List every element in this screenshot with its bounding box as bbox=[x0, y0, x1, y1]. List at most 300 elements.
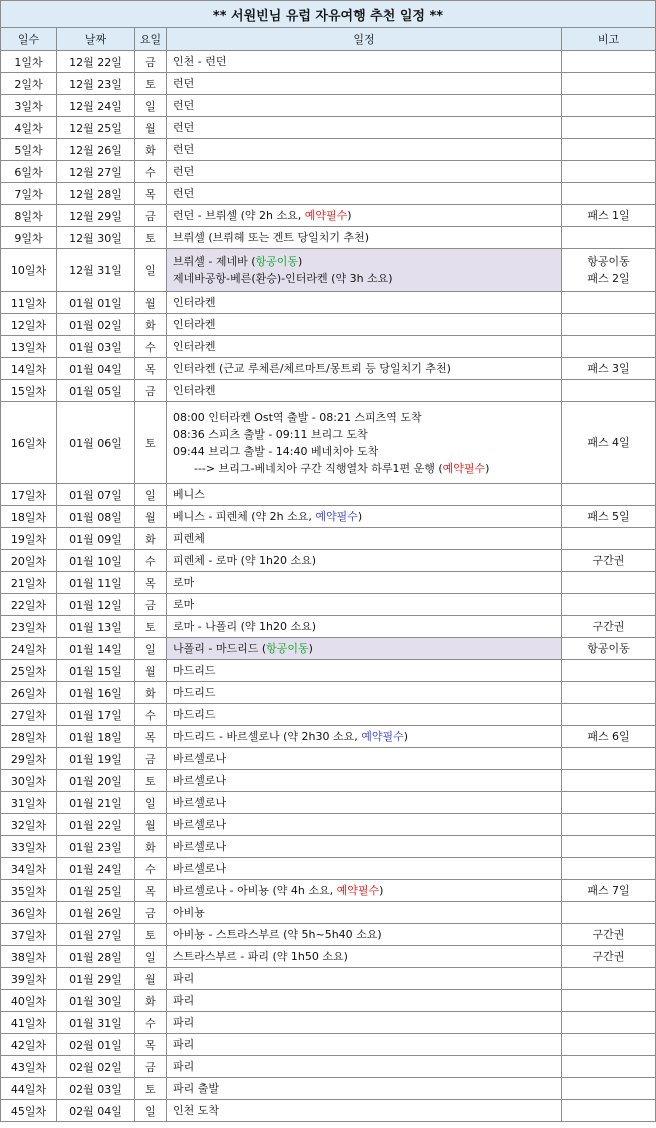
date-cell: 01월 01일 bbox=[57, 292, 135, 314]
day-cell: 39일차 bbox=[1, 968, 57, 990]
date-cell: 01월 15일 bbox=[57, 660, 135, 682]
note-cell bbox=[562, 161, 656, 183]
table-row bbox=[1, 1100, 656, 1122]
day-cell: 6일차 bbox=[1, 161, 57, 183]
note-cell bbox=[562, 638, 656, 660]
schedule-cell bbox=[167, 117, 562, 139]
weekday-cell: 일 bbox=[135, 95, 167, 117]
schedule-line bbox=[173, 860, 561, 877]
schedule-cell bbox=[167, 73, 562, 95]
note-cell bbox=[562, 528, 656, 550]
date-cell: 01월 03일 bbox=[57, 336, 135, 358]
note-cell bbox=[562, 726, 656, 748]
day-cell: 43일차 bbox=[1, 1056, 57, 1078]
date-cell: 01월 20일 bbox=[57, 770, 135, 792]
schedule-line bbox=[173, 662, 561, 679]
day-cell: 38일차 bbox=[1, 946, 57, 968]
schedule-line bbox=[173, 207, 561, 224]
note-cell bbox=[562, 95, 656, 117]
schedule-text: 파리 bbox=[173, 1016, 195, 1029]
day-cell: 33일차 bbox=[1, 836, 57, 858]
day-cell: 11일차 bbox=[1, 292, 57, 314]
day-cell: 45일차 bbox=[1, 1100, 57, 1122]
table-row bbox=[1, 1078, 656, 1100]
weekday-cell: 월 bbox=[135, 814, 167, 836]
day-cell: 3일차 bbox=[1, 95, 57, 117]
schedule-cell bbox=[167, 358, 562, 380]
schedule-text: ) bbox=[357, 510, 363, 523]
table-row bbox=[1, 249, 656, 292]
schedule-line bbox=[173, 294, 561, 311]
date-cell: 12월 25일 bbox=[57, 117, 135, 139]
date-cell: 01월 06일 bbox=[57, 402, 135, 484]
schedule-text: 인터라켄 (근교 루체른/체르마트/몽트뢰 등 당일치기 추천) bbox=[173, 362, 451, 375]
day-cell: 15일차 bbox=[1, 380, 57, 402]
schedule-text: 피렌체 bbox=[173, 532, 205, 545]
weekday-cell: 수 bbox=[135, 161, 167, 183]
table-row bbox=[1, 594, 656, 616]
date-cell: 02월 02일 bbox=[57, 1056, 135, 1078]
schedule-line bbox=[173, 75, 561, 92]
note-cell bbox=[562, 1056, 656, 1078]
schedule-text: ) bbox=[379, 884, 384, 897]
day-cell: 13일차 bbox=[1, 336, 57, 358]
table-row bbox=[1, 183, 656, 205]
table-row bbox=[1, 682, 656, 704]
table-row bbox=[1, 292, 656, 314]
table-row bbox=[1, 1056, 656, 1078]
table-row bbox=[1, 968, 656, 990]
day-cell: 28일차 bbox=[1, 726, 57, 748]
day-cell: 32일차 bbox=[1, 814, 57, 836]
header-row bbox=[1, 28, 656, 51]
table-row bbox=[1, 924, 656, 946]
day-cell: 18일차 bbox=[1, 506, 57, 528]
schedule-text: 바르셀로나 - 아비뇽 (약 4h 소요, bbox=[173, 884, 337, 897]
weekday-cell: 토 bbox=[135, 770, 167, 792]
schedule-cell bbox=[167, 1012, 562, 1034]
table-row bbox=[1, 380, 656, 402]
schedule-cell bbox=[167, 205, 562, 227]
schedule-text: 아비뇽 - 스트라스부르 (약 5h~5h40 소요) bbox=[173, 928, 382, 941]
schedule-cell bbox=[167, 402, 562, 484]
note-cell bbox=[562, 990, 656, 1012]
schedule-text: 바르셀로나 bbox=[173, 752, 227, 765]
date-cell: 01월 10일 bbox=[57, 550, 135, 572]
day-cell: 5일차 bbox=[1, 139, 57, 161]
note-line: 구간권 bbox=[592, 620, 625, 633]
table-row bbox=[1, 660, 656, 682]
day-cell: 19일차 bbox=[1, 528, 57, 550]
schedule-line bbox=[173, 794, 561, 811]
schedule-text: 브뤼셀 - 제네바 ( bbox=[173, 255, 256, 268]
schedule-text: 런던 bbox=[173, 165, 195, 178]
note-cell bbox=[562, 770, 656, 792]
schedule-line bbox=[173, 706, 561, 723]
schedule-text: 제네바공항-베른(환승)-인터라켄 (약 3h 소요) bbox=[173, 272, 393, 285]
schedule-cell bbox=[167, 990, 562, 1012]
date-cell: 01월 19일 bbox=[57, 748, 135, 770]
note-cell bbox=[562, 117, 656, 139]
schedule-text: 스트라스부르 - 파리 (약 1h50 소요) bbox=[173, 950, 348, 963]
flight-tag: 항공이동 bbox=[255, 255, 299, 268]
day-cell: 25일차 bbox=[1, 660, 57, 682]
date-cell: 01월 17일 bbox=[57, 704, 135, 726]
schedule-line bbox=[173, 574, 561, 591]
note-cell bbox=[562, 924, 656, 946]
day-cell: 26일차 bbox=[1, 682, 57, 704]
schedule-line bbox=[173, 382, 561, 399]
date-cell: 01월 08일 bbox=[57, 506, 135, 528]
schedule-text: 런던 bbox=[173, 77, 195, 90]
date-cell: 01월 31일 bbox=[57, 1012, 135, 1034]
table-row bbox=[1, 1012, 656, 1034]
note-cell bbox=[562, 1034, 656, 1056]
date-cell: 01월 04일 bbox=[57, 358, 135, 380]
note-cell bbox=[562, 227, 656, 249]
note-cell bbox=[562, 572, 656, 594]
schedule-text: 로마 bbox=[173, 576, 195, 589]
note-line: 구간권 bbox=[592, 554, 625, 567]
schedule-text: ) bbox=[347, 209, 352, 222]
note-cell bbox=[562, 594, 656, 616]
schedule-text: 바르셀로나 bbox=[173, 774, 227, 787]
schedule-cell bbox=[167, 1100, 562, 1122]
date-cell: 01월 29일 bbox=[57, 968, 135, 990]
schedule-cell bbox=[167, 946, 562, 968]
schedule-text: 런던 bbox=[173, 121, 195, 134]
date-cell: 01월 16일 bbox=[57, 682, 135, 704]
schedule-line bbox=[173, 596, 561, 613]
weekday-cell: 월 bbox=[135, 968, 167, 990]
weekday-cell: 금 bbox=[135, 594, 167, 616]
table-row bbox=[1, 572, 656, 594]
header-schedule: 일정 bbox=[167, 28, 562, 51]
schedule-cell bbox=[167, 880, 562, 902]
day-cell: 8일차 bbox=[1, 205, 57, 227]
schedule-line bbox=[173, 618, 561, 635]
note-cell bbox=[562, 402, 656, 484]
schedule-line bbox=[173, 772, 561, 789]
schedule-line bbox=[173, 1058, 561, 1075]
schedule-text: ) bbox=[485, 461, 490, 475]
header-note: 비고 bbox=[562, 28, 656, 51]
table-row bbox=[1, 814, 656, 836]
weekday-cell: 일 bbox=[135, 484, 167, 506]
weekday-cell: 금 bbox=[135, 51, 167, 73]
schedule-cell bbox=[167, 161, 562, 183]
weekday-cell: 화 bbox=[135, 836, 167, 858]
day-cell: 23일차 bbox=[1, 616, 57, 638]
day-cell: 42일차 bbox=[1, 1034, 57, 1056]
note-cell bbox=[562, 1012, 656, 1034]
table-row bbox=[1, 770, 656, 792]
schedule-line bbox=[173, 992, 561, 1009]
table-row bbox=[1, 161, 656, 183]
schedule-text: 파리 출발 bbox=[173, 1082, 220, 1095]
day-cell: 34일차 bbox=[1, 858, 57, 880]
day-cell: 24일차 bbox=[1, 638, 57, 660]
schedule-text: 아비뇽 bbox=[173, 906, 205, 919]
day-cell: 9일차 bbox=[1, 227, 57, 249]
note-cell bbox=[562, 139, 656, 161]
note-cell bbox=[562, 880, 656, 902]
weekday-cell: 금 bbox=[135, 902, 167, 924]
note-cell bbox=[562, 249, 656, 292]
schedule-cell bbox=[167, 660, 562, 682]
schedule-cell bbox=[167, 1056, 562, 1078]
schedule-cell bbox=[167, 528, 562, 550]
weekday-cell: 금 bbox=[135, 1056, 167, 1078]
day-cell: 31일차 bbox=[1, 792, 57, 814]
weekday-cell: 화 bbox=[135, 682, 167, 704]
date-cell: 01월 05일 bbox=[57, 380, 135, 402]
schedule-line bbox=[173, 882, 561, 899]
table-row bbox=[1, 880, 656, 902]
schedule-cell bbox=[167, 572, 562, 594]
schedule-line bbox=[173, 163, 561, 180]
table-row bbox=[1, 336, 656, 358]
day-cell: 12일차 bbox=[1, 314, 57, 336]
weekday-cell: 수 bbox=[135, 336, 167, 358]
schedule-text: ) bbox=[403, 730, 409, 743]
weekday-cell: 토 bbox=[135, 1078, 167, 1100]
note-cell bbox=[562, 550, 656, 572]
table-row bbox=[1, 858, 656, 880]
reservation-required-tag: 예약필수 bbox=[361, 730, 404, 743]
schedule-line bbox=[173, 552, 561, 569]
note-cell bbox=[562, 704, 656, 726]
schedule-line bbox=[173, 728, 561, 745]
schedule-line bbox=[173, 1080, 561, 1097]
schedule-text: 로마 - 나폴리 (약 1h20 소요) bbox=[173, 620, 317, 633]
note-cell bbox=[562, 484, 656, 506]
schedule-line bbox=[173, 816, 561, 833]
weekday-cell: 월 bbox=[135, 506, 167, 528]
date-cell: 01월 28일 bbox=[57, 946, 135, 968]
note-line: 패스 1일 bbox=[587, 209, 630, 222]
day-cell: 1일차 bbox=[1, 51, 57, 73]
schedule-cell bbox=[167, 704, 562, 726]
weekday-cell: 수 bbox=[135, 550, 167, 572]
schedule-line bbox=[173, 530, 561, 547]
schedule-line bbox=[173, 253, 561, 270]
schedule-cell bbox=[167, 227, 562, 249]
schedule-line bbox=[173, 970, 561, 987]
table-row bbox=[1, 51, 656, 73]
schedule-text: 인터라켄 bbox=[173, 296, 216, 309]
weekday-cell: 목 bbox=[135, 358, 167, 380]
table-row bbox=[1, 73, 656, 95]
note-cell bbox=[562, 946, 656, 968]
table-row bbox=[1, 358, 656, 380]
day-cell: 36일차 bbox=[1, 902, 57, 924]
date-cell: 01월 25일 bbox=[57, 880, 135, 902]
weekday-cell: 목 bbox=[135, 572, 167, 594]
date-cell: 01월 07일 bbox=[57, 484, 135, 506]
day-cell: 10일차 bbox=[1, 249, 57, 292]
note-line: 구간권 bbox=[592, 928, 625, 941]
table-row bbox=[1, 95, 656, 117]
date-cell: 12월 23일 bbox=[57, 73, 135, 95]
schedule-cell bbox=[167, 183, 562, 205]
table-row bbox=[1, 550, 656, 572]
schedule-line bbox=[173, 338, 561, 355]
schedule-cell bbox=[167, 51, 562, 73]
weekday-cell: 월 bbox=[135, 117, 167, 139]
note-cell bbox=[562, 51, 656, 73]
weekday-cell: 토 bbox=[135, 924, 167, 946]
date-cell: 01월 23일 bbox=[57, 836, 135, 858]
schedule-text: 파리 bbox=[173, 1038, 195, 1051]
table-row bbox=[1, 314, 656, 336]
note-line: 구간권 bbox=[592, 950, 625, 963]
schedule-line bbox=[173, 360, 561, 377]
schedule-cell bbox=[167, 249, 562, 292]
day-cell: 44일차 bbox=[1, 1078, 57, 1100]
reservation-required-tag: 예약필수 bbox=[304, 209, 348, 222]
schedule-line bbox=[173, 904, 561, 921]
day-cell: 27일차 bbox=[1, 704, 57, 726]
weekday-cell: 일 bbox=[135, 249, 167, 292]
table-row bbox=[1, 139, 656, 161]
schedule-cell bbox=[167, 902, 562, 924]
flight-tag: 항공이동 bbox=[266, 642, 309, 655]
date-cell: 12월 30일 bbox=[57, 227, 135, 249]
reservation-required-tag: 예약필수 bbox=[336, 884, 380, 897]
schedule-line bbox=[173, 926, 561, 943]
schedule-line bbox=[173, 948, 561, 965]
note-line: 패스 4일 bbox=[587, 436, 630, 449]
schedule-line bbox=[173, 750, 561, 767]
schedule-line bbox=[173, 1102, 561, 1119]
weekday-cell: 화 bbox=[135, 990, 167, 1012]
day-cell: 21일차 bbox=[1, 572, 57, 594]
date-cell: 01월 09일 bbox=[57, 528, 135, 550]
schedule-line bbox=[173, 53, 561, 70]
schedule-text: 브뤼셀 (브뤼헤 또는 겐트 당일치기 추천) bbox=[173, 231, 370, 244]
header-day: 일수 bbox=[1, 28, 57, 51]
table-row bbox=[1, 726, 656, 748]
schedule-cell bbox=[167, 836, 562, 858]
date-cell: 01월 14일 bbox=[57, 638, 135, 660]
date-cell: 01월 24일 bbox=[57, 858, 135, 880]
date-cell: 12월 27일 bbox=[57, 161, 135, 183]
schedule-cell bbox=[167, 968, 562, 990]
weekday-cell: 목 bbox=[135, 183, 167, 205]
note-cell bbox=[562, 380, 656, 402]
schedule-text: 08:36 스피츠 출발 - 09:11 브리그 도착 bbox=[173, 427, 368, 441]
note-cell bbox=[562, 205, 656, 227]
schedule-text: 파리 bbox=[173, 972, 195, 985]
day-cell: 41일차 bbox=[1, 1012, 57, 1034]
schedule-text: 바르셀로나 bbox=[173, 840, 227, 853]
day-cell: 30일차 bbox=[1, 770, 57, 792]
schedule-cell bbox=[167, 1034, 562, 1056]
schedule-line bbox=[173, 460, 561, 477]
note-cell bbox=[562, 506, 656, 528]
schedule-line bbox=[173, 229, 561, 246]
note-cell bbox=[562, 836, 656, 858]
schedule-cell bbox=[167, 314, 562, 336]
date-cell: 12월 22일 bbox=[57, 51, 135, 73]
schedule-text: ) bbox=[298, 255, 303, 268]
schedule-cell bbox=[167, 380, 562, 402]
schedule-text: 09:44 브리그 출발 - 14:40 베네치아 도착 bbox=[173, 444, 379, 458]
note-cell bbox=[562, 292, 656, 314]
schedule-text: 인터라켄 bbox=[173, 318, 216, 331]
note-cell bbox=[562, 902, 656, 924]
weekday-cell: 일 bbox=[135, 946, 167, 968]
schedule-cell bbox=[167, 814, 562, 836]
schedule-line bbox=[173, 185, 561, 202]
schedule-text: 베니스 bbox=[173, 488, 205, 501]
header-weekday: 요일 bbox=[135, 28, 167, 51]
weekday-cell: 금 bbox=[135, 380, 167, 402]
itinerary-rows bbox=[1, 51, 656, 1122]
note-cell bbox=[562, 336, 656, 358]
schedule-text: ---> 브리그-베네치아 구간 직행열차 하루1편 운행 ( bbox=[173, 461, 443, 475]
date-cell: 02월 01일 bbox=[57, 1034, 135, 1056]
table-row bbox=[1, 506, 656, 528]
note-cell bbox=[562, 814, 656, 836]
reservation-required-tag: 예약필수 bbox=[315, 510, 358, 523]
schedule-line bbox=[173, 409, 561, 426]
day-cell: 29일차 bbox=[1, 748, 57, 770]
schedule-cell bbox=[167, 792, 562, 814]
date-cell: 01월 18일 bbox=[57, 726, 135, 748]
schedule-cell bbox=[167, 682, 562, 704]
day-cell: 16일차 bbox=[1, 402, 57, 484]
table-row bbox=[1, 946, 656, 968]
schedule-text: 런던 bbox=[173, 143, 195, 156]
table-row bbox=[1, 1034, 656, 1056]
day-cell: 35일차 bbox=[1, 880, 57, 902]
schedule-text: 마드리드 bbox=[173, 686, 216, 699]
schedule-cell bbox=[167, 924, 562, 946]
schedule-cell bbox=[167, 858, 562, 880]
weekday-cell: 목 bbox=[135, 1034, 167, 1056]
schedule-cell bbox=[167, 594, 562, 616]
day-cell: 2일차 bbox=[1, 73, 57, 95]
weekday-cell: 목 bbox=[135, 880, 167, 902]
schedule-text: 런던 - 브뤼셀 (약 2h 소요, bbox=[173, 209, 305, 222]
date-cell: 01월 30일 bbox=[57, 990, 135, 1012]
note-cell bbox=[562, 748, 656, 770]
weekday-cell: 토 bbox=[135, 73, 167, 95]
table-row bbox=[1, 484, 656, 506]
day-cell: 20일차 bbox=[1, 550, 57, 572]
schedule-text: 인터라켄 bbox=[173, 340, 216, 353]
schedule-line bbox=[173, 486, 561, 503]
table-row bbox=[1, 748, 656, 770]
weekday-cell: 토 bbox=[135, 616, 167, 638]
note-cell bbox=[562, 314, 656, 336]
note-line: 패스 5일 bbox=[587, 510, 630, 523]
schedule-text: ) bbox=[308, 642, 313, 655]
note-cell bbox=[562, 1078, 656, 1100]
table-row bbox=[1, 528, 656, 550]
weekday-cell: 토 bbox=[135, 227, 167, 249]
note-line: 항공이동 bbox=[587, 642, 630, 655]
table-row bbox=[1, 792, 656, 814]
weekday-cell: 월 bbox=[135, 292, 167, 314]
day-cell: 37일차 bbox=[1, 924, 57, 946]
schedule-text: 08:00 인터라켄 Ost역 출발 - 08:21 스피츠역 도착 bbox=[173, 410, 422, 424]
date-cell: 01월 02일 bbox=[57, 314, 135, 336]
table-row bbox=[1, 205, 656, 227]
day-cell: 40일차 bbox=[1, 990, 57, 1012]
